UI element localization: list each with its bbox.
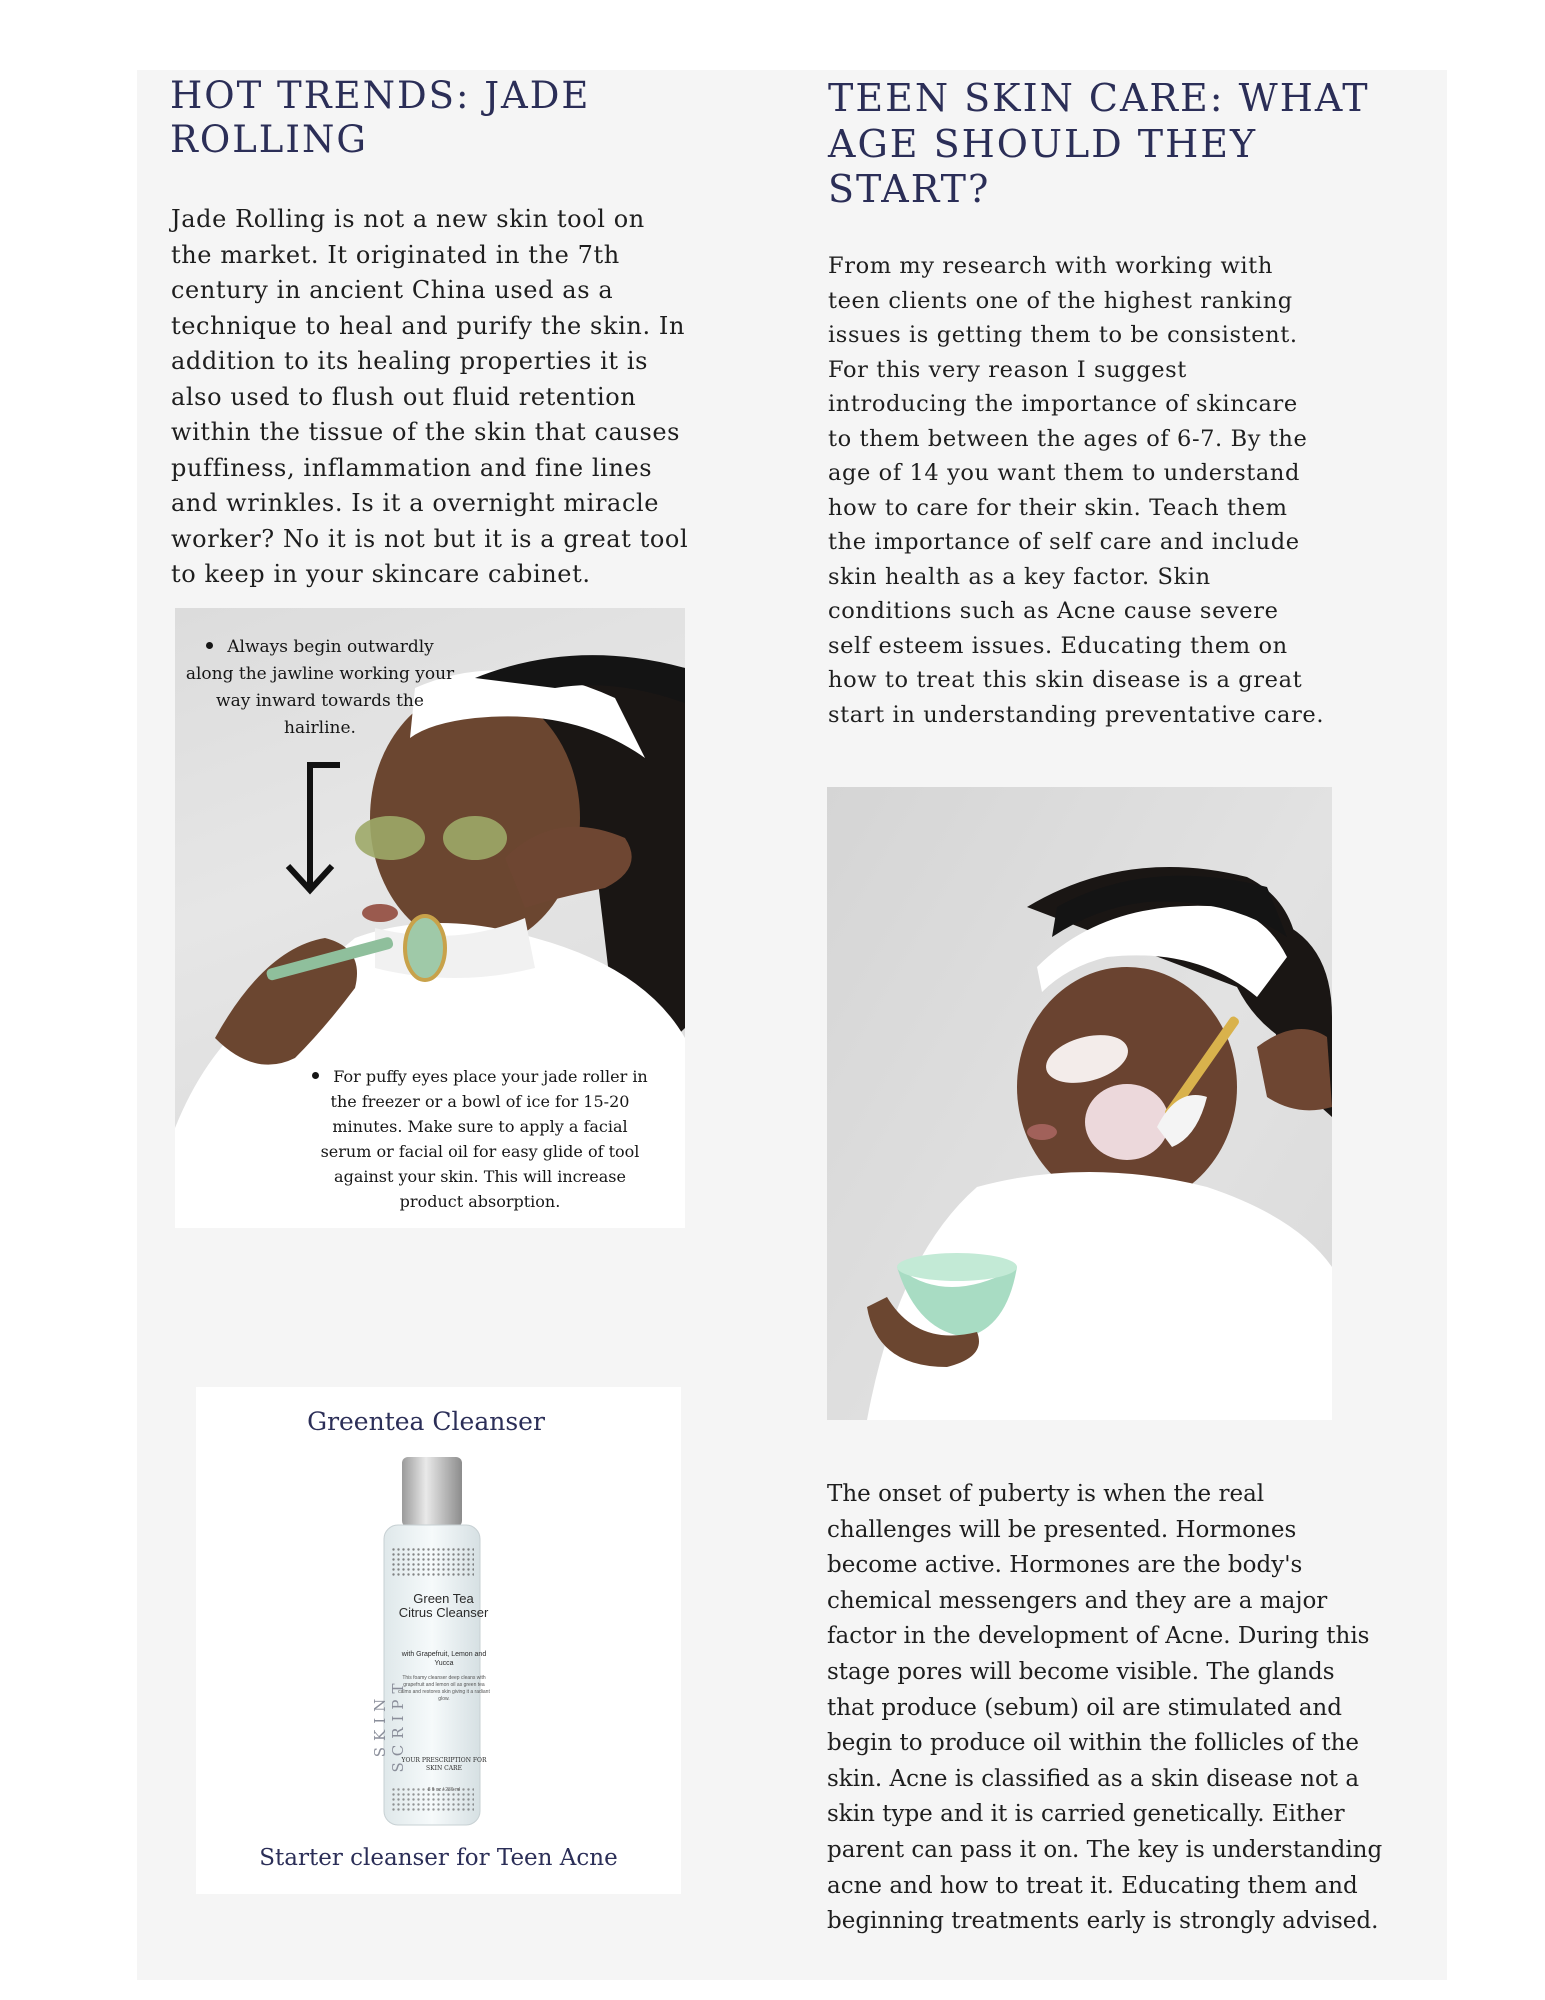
teen-skin-care-paragraph-1: From my research with working with teen clients one of the highest ranking issues is getting them to be consistent. For this very reason I suggest introducing the importance of skincare to them between the ages of 6-7. By the age of 14 you want them to understand how to care for their skin. Teach them the importance of self care and include skin health as a key factor. Skin conditions such as Acne cause severe self esteem issues. Educating them on how to treat this skin disease is a great start in understanding preventative care. <box>828 253 1325 728</box>
face-mask-illustration <box>827 787 1332 1420</box>
jade-rolling-heading: HOT TRENDS: JADE ROLLING <box>170 74 591 162</box>
face-mask-photo <box>827 787 1332 1420</box>
tip-jawline <box>185 634 455 742</box>
jade-rolling-paragraph: Jade Rolling is not a new skin tool on the market. It originated in the 7th century in ancient China used as a technique to heal and purify the skin. In addition to its healing properties it is also used to flush out fluid retention within the tissue of the skin that causes puffiness, inflammation and fine lines and wrinkles. Is it a overnight miracle worker? No it is not but it is a great tool to keep in your skincare cabinet. <box>171 205 689 588</box>
product-card <box>196 1387 681 1894</box>
product-title: Greentea Cleanser <box>307 1407 545 1436</box>
tip-puffy-eyes-text: For puffy eyes place your jade roller in the freezer or a bowl of ice for 15-20 minutes. Make sure to apply a facial serum or facial oil for easy glide of tool against your skin. This will increase product absorption. <box>320 1067 648 1211</box>
teen-skin-care-paragraph-2: The onset of puberty is when the real challenges will be presented. Hormones become active. Hormones are the body's chemical messengers and they are a major factor in the development of Acne. During this stage pores will become visible. The glands that produce (sebum) oil are stimulated and begin to produce oil within the follicles of the skin. Acne is classified as a skin disease not a skin type and it is carried genetically. Either parent can pass it on. The key is understanding acne and how to treat it. Educating them and beginning treatments early is strongly advised. <box>827 1481 1383 1935</box>
bottle-subtitle: with Grapefruit, Lemon and Yucca <box>401 1651 487 1667</box>
bottle-tagline: YOUR PRESCRIPTION FOR SKIN CARE <box>401 1757 487 1772</box>
bottle-size: 8 fl oz / 236 ml <box>427 1787 461 1793</box>
bullet-icon <box>206 642 213 649</box>
bullet-icon <box>312 1072 319 1079</box>
tip-jawline-text: Always begin outwardly along the jawline working your way inward towards the hairline. <box>185 637 455 738</box>
jade-roller-photo <box>175 608 685 1228</box>
bottle-description: This foamy cleanser deep cleans with grapefruit and lemon oil as green tea calms and restores skin giving it a radiant glow. <box>398 1675 490 1702</box>
bottle-brand: SKIN SCRIPT <box>371 1677 407 1773</box>
product-caption: Starter cleanser for Teen Acne <box>259 1845 618 1871</box>
cleanser-bottle <box>366 1457 496 1827</box>
tip-puffy-eyes <box>305 1064 655 1214</box>
bottle-name: Green Tea Citrus Cleanser <box>398 1591 489 1620</box>
teen-skin-care-heading: TEEN SKIN CARE: WHAT AGE SHOULD THEY START? <box>828 76 1370 212</box>
